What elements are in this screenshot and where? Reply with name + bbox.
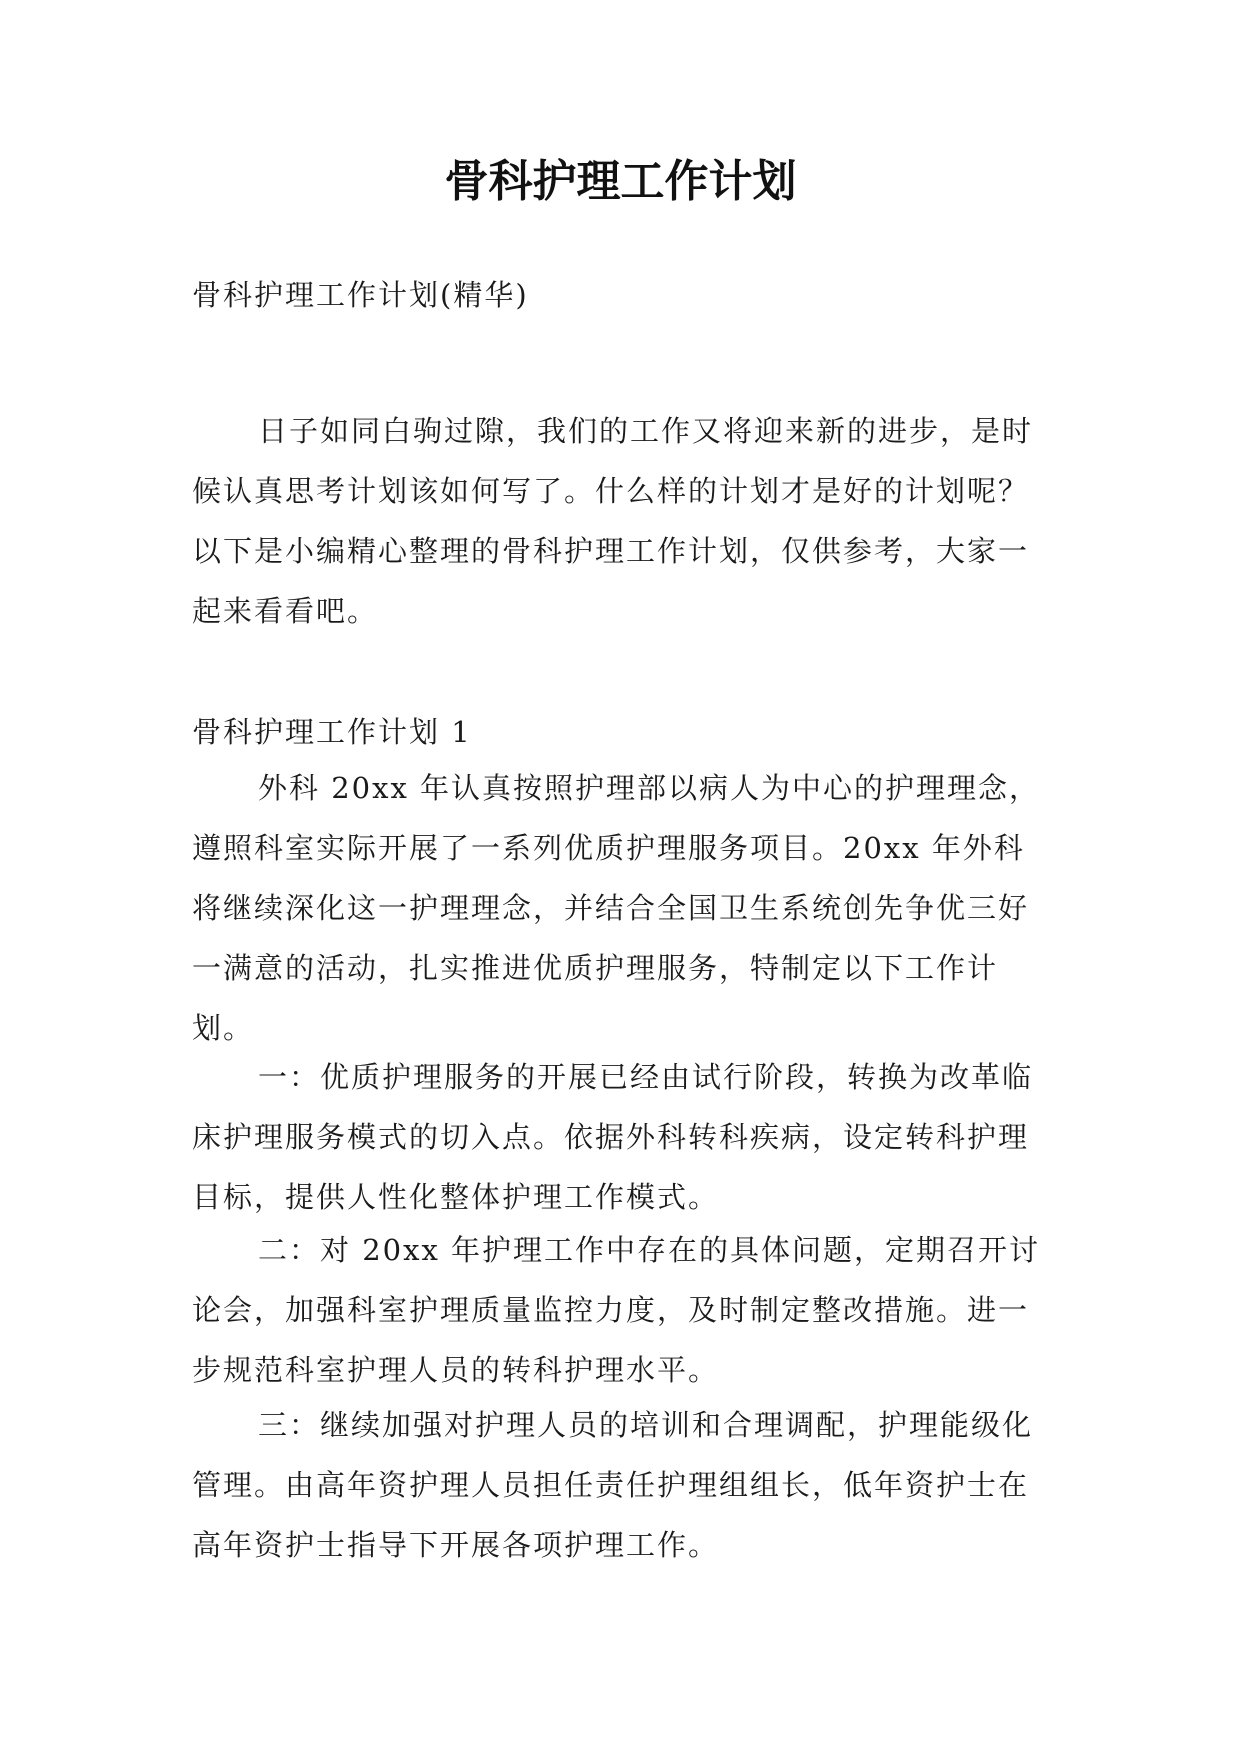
intro-paragraph: 日子如同白驹过隙，我们的工作又将迎来新的进步，是时候认真思考计划该如何写了。什么样的计划才是好的计划呢？以下是小编精心整理的骨科护理工作计划，仅供参考，大家一起来看看吧。	[192, 414, 1034, 628]
body-paragraph: 一：优质护理服务的开展已经由试行阶段，转换为改革临床护理服务模式的切入点。依据外科转科疾病，设定转科护理目标，提供人性化整体护理工作模式。	[192, 1060, 1034, 1214]
section-heading: 骨科护理工作计划 1	[192, 715, 472, 749]
body-paragraph: 三：继续加强对护理人员的培训和合理调配，护理能级化管理。由高年资护理人员担任责任护理组组长，低年资护士在高年资护士指导下开展各项护理工作。	[192, 1408, 1034, 1562]
body-paragraph: 二：对 20xx 年护理工作中存在的具体问题，定期召开讨论会，加强科室护理质量监控力度，及时制定整改措施。进一步规范科室护理人员的转科护理水平。	[192, 1233, 1041, 1387]
document-title: 骨科护理工作计划	[444, 156, 797, 207]
body-paragraph: 外科 20xx 年认真按照护理部以病人为中心的护理理念，遵照科室实际开展了一系列优质护理服务项目。20xx 年外科将继续深化这一护理理念，并结合全国卫生系统创先争优三好一满意的活动，扎实推进优质护理服务，特制定以下工作计划。	[192, 771, 1041, 1045]
document-subtitle: 骨科护理工作计划(精华)	[192, 278, 529, 312]
